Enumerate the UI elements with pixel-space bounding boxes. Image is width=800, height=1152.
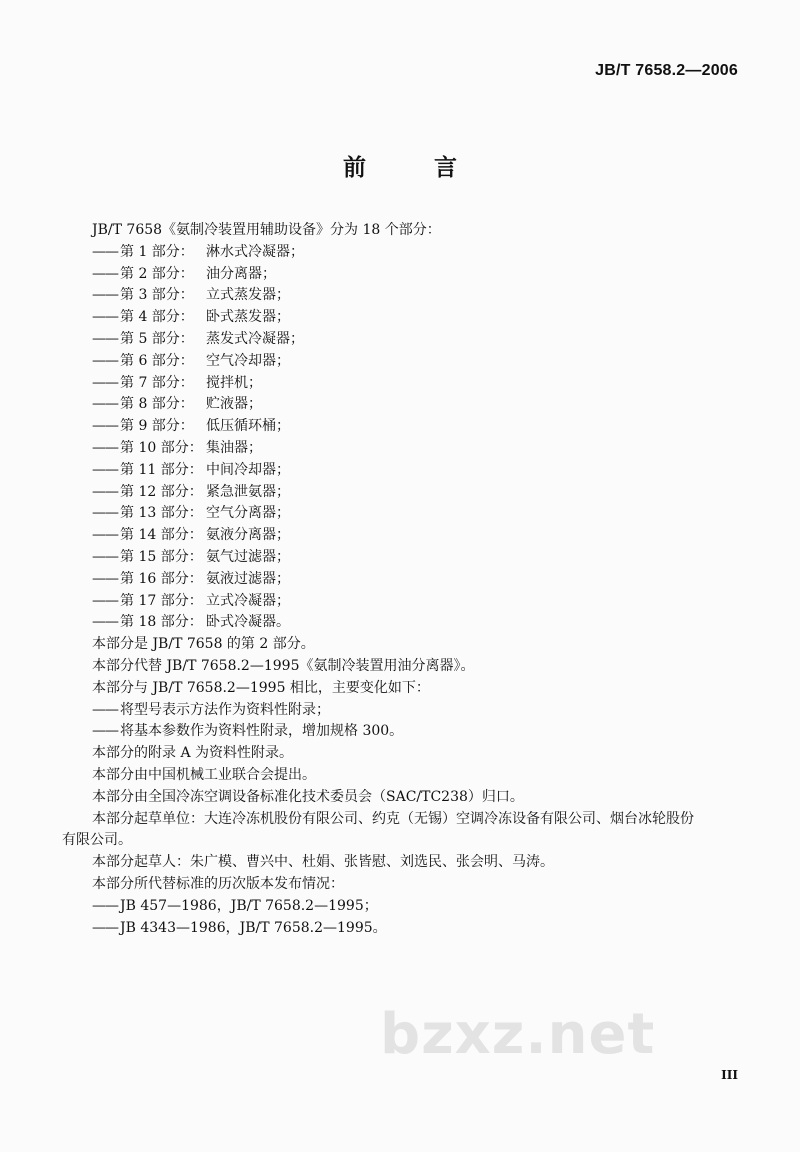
dash: —— <box>92 701 118 718</box>
part-label: 第 8 部分： <box>120 396 194 413</box>
list-item <box>92 307 752 329</box>
part-label: 第 18 部分： <box>120 614 203 631</box>
list-item <box>92 373 752 395</box>
part-name: 贮液器； <box>206 396 262 413</box>
part-name: 氨液分离器； <box>206 527 290 544</box>
history-intro: 本部分所代替标准的历次版本发布情况： <box>92 875 344 892</box>
change-text: 将型号表示方法作为资料性附录； <box>120 701 330 718</box>
dash: —— <box>92 287 118 304</box>
list-item <box>92 460 752 482</box>
watermark: bzxz.net <box>380 1002 656 1067</box>
list-item <box>92 503 752 525</box>
list-item <box>92 264 752 286</box>
part-label: 第 17 部分： <box>120 592 203 609</box>
dash: —— <box>92 614 118 631</box>
list-item <box>92 482 752 504</box>
part-label: 第 10 部分： <box>120 439 203 456</box>
part-name: 蒸发式冷凝器； <box>206 330 304 347</box>
dash: —— <box>92 330 118 347</box>
part-name: 紧急泄氨器； <box>206 483 290 500</box>
page-number: III <box>721 1068 738 1082</box>
part-name: 氨液过滤器； <box>206 570 290 587</box>
centralized-statement: 本部分由全国冷冻空调设备标准化技术委员会（SAC/TC238）归口。 <box>92 788 524 805</box>
dash: —— <box>92 352 118 369</box>
list-item <box>92 438 752 460</box>
part-label: 第 12 部分： <box>120 483 203 500</box>
list-item <box>92 896 752 918</box>
part-label: 第 1 部分： <box>120 243 194 260</box>
history-list <box>92 896 752 940</box>
list-item <box>92 700 752 722</box>
dash: —— <box>92 723 118 740</box>
part-label: 第 3 部分： <box>120 287 194 304</box>
part-label: 第 15 部分： <box>120 548 203 565</box>
dash: —— <box>92 527 118 544</box>
history-text: JB 457—1986，JB/T 7658.2—1995； <box>120 897 378 914</box>
dash: —— <box>92 396 118 413</box>
part-name: 立式蒸发器； <box>206 287 290 304</box>
parts-list <box>92 242 752 634</box>
history-text: JB 4343—1986，JB/T 7658.2—1995。 <box>120 919 387 936</box>
list-item <box>92 394 752 416</box>
part-name: 低压循环桶； <box>206 418 290 435</box>
dash: —— <box>92 897 118 914</box>
dash: —— <box>92 439 118 456</box>
list-item <box>92 416 752 438</box>
part-label: 第 5 部分： <box>120 330 194 347</box>
foreword-body <box>62 220 752 939</box>
change-text: 将基本参数作为资料性附录，增加规格 300。 <box>120 723 404 740</box>
list-item <box>92 547 752 569</box>
part-name: 氨气过滤器； <box>206 548 290 565</box>
part-label: 第 13 部分： <box>120 505 203 522</box>
part-of-statement: 本部分是 JB/T 7658 的第 2 部分。 <box>92 636 315 653</box>
proposed-statement: 本部分由中国机械工业联合会提出。 <box>92 766 316 783</box>
annex-statement: 本部分的附录 A 为资料性附录。 <box>92 745 294 762</box>
drafting-units-line-1: 本部分起草单位：大连冷冻机股份有限公司、约克（无锡）空调冷冻设备有限公司、烟台冰轮股份 <box>92 810 694 827</box>
part-name: 空气冷却器； <box>206 352 290 369</box>
part-name: 立式冷凝器； <box>206 592 290 609</box>
part-name: 空气分离器； <box>206 505 290 522</box>
list-item <box>92 285 752 307</box>
dash: —— <box>92 418 118 435</box>
dash: —— <box>92 592 118 609</box>
part-label: 第 7 部分： <box>120 374 194 391</box>
dash: —— <box>92 505 118 522</box>
list-item <box>92 591 752 613</box>
part-name: 搅拌机； <box>206 374 262 391</box>
part-label: 第 6 部分： <box>120 352 194 369</box>
part-label: 第 14 部分： <box>120 527 203 544</box>
dash: —— <box>92 548 118 565</box>
part-name: 卧式蒸发器； <box>206 309 290 326</box>
page-title: 前 言 <box>342 155 487 181</box>
dash: —— <box>92 483 118 500</box>
part-label: 第 2 部分： <box>120 265 194 282</box>
list-item <box>92 612 752 634</box>
part-name: 淋水式冷凝器； <box>206 243 304 260</box>
comparison-statement: 本部分与 JB/T 7658.2—1995 相比，主要变化如下： <box>92 679 430 696</box>
part-label: 第 11 部分： <box>120 461 203 478</box>
dash: —— <box>92 243 118 260</box>
changes-list <box>92 700 752 744</box>
list-item <box>92 918 752 940</box>
dash: —— <box>92 461 118 478</box>
list-item <box>92 351 752 373</box>
dash: —— <box>92 919 118 936</box>
list-item <box>92 569 752 591</box>
part-label: 第 16 部分： <box>120 570 203 587</box>
dash: —— <box>92 570 118 587</box>
part-name: 油分离器； <box>206 265 276 282</box>
standard-code-header: JB/T 7658.2—2006 <box>595 62 738 79</box>
dash: —— <box>92 374 118 391</box>
dash: —— <box>92 265 118 282</box>
part-label: 第 9 部分： <box>120 418 194 435</box>
list-item <box>92 525 752 547</box>
part-name: 卧式冷凝器。 <box>206 614 290 631</box>
part-label: 第 4 部分： <box>120 309 194 326</box>
part-name: 中间冷却器； <box>206 461 290 478</box>
intro-paragraph: JB/T 7658《氨制冷装置用辅助设备》分为 18 个部分： <box>92 222 441 238</box>
drafters-statement: 本部分起草人：朱广模、曹兴中、杜娟、张皆慰、刘选民、张会明、马涛。 <box>92 854 554 871</box>
list-item <box>92 242 752 264</box>
drafting-units-line-2: 有限公司。 <box>62 832 132 849</box>
list-item <box>92 721 752 743</box>
list-item <box>92 329 752 351</box>
dash: —— <box>92 309 118 326</box>
replaces-statement: 本部分代替 JB/T 7658.2—1995《氨制冷装置用油分离器》。 <box>92 657 475 674</box>
part-name: 集油器； <box>206 439 262 456</box>
